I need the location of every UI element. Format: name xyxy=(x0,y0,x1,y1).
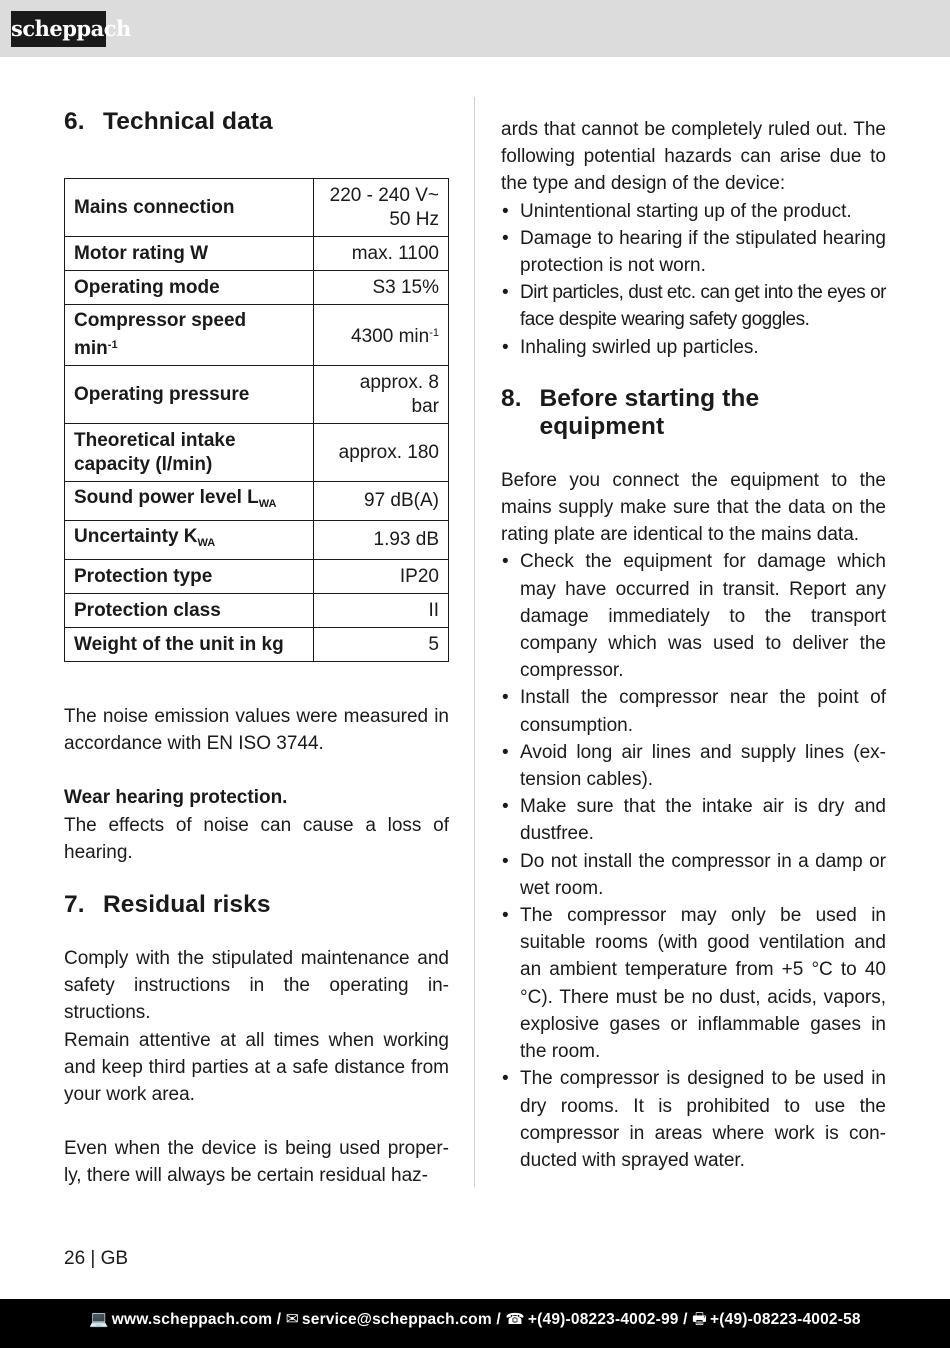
subscript: WA xyxy=(258,498,277,510)
row-value-line: 50 Hz xyxy=(389,208,439,230)
table-row xyxy=(65,594,449,628)
phone-icon: ☎ xyxy=(505,1311,525,1328)
residual-risks-paragraph: Even when the device is being used proper-ly, there will always be certain residual haz- xyxy=(64,1138,449,1187)
row-label-text: Uncertainty K xyxy=(74,526,198,547)
fax-icon: 🖶 xyxy=(692,1311,708,1328)
list-item: • Damage to hearing if the stipulated hearing protection is not worn. xyxy=(501,225,886,279)
section-8-title: Before starting the equipment xyxy=(539,384,760,440)
list-item: • The compressor is designed to be used in dry rooms. It is prohibited to use the compressor in areas where work is con-ducted with sprayed water. xyxy=(501,1065,886,1174)
row-label: Weight of the unit in kg xyxy=(65,628,314,662)
page-separator: | xyxy=(90,1248,96,1269)
page-number-value: 26 xyxy=(64,1248,86,1269)
table-row xyxy=(65,305,449,366)
list-item: • Check the equipment for damage which may have occurred in transit. Report any damage immediately to the transport company which was used to deliver the compressor. xyxy=(501,548,886,684)
row-value: approx. 180 xyxy=(314,424,449,482)
section-7-heading xyxy=(64,891,449,919)
list-item: • Unintentional starting up of the product. xyxy=(501,198,886,225)
section-7-number: 7. xyxy=(64,891,85,919)
footer-separator: / xyxy=(496,1311,501,1328)
row-value: max. 1100 xyxy=(314,237,449,271)
row-value-line: 220 - 240 V~ xyxy=(329,184,439,206)
footer-email[interactable]: service@scheppach.com xyxy=(301,1311,492,1328)
subscript: WA xyxy=(197,537,216,549)
table-row xyxy=(65,179,449,237)
page-language: GB xyxy=(100,1248,129,1269)
row-label-line: min xyxy=(74,338,108,359)
section-6-title: Technical data xyxy=(103,108,273,135)
section-8-intro: Before you connect the equipment to the mains supply make sure that the data on the rating plate are identical to the mains data. xyxy=(501,469,886,546)
list-item: • Do not install the compressor in a damp or wet room. xyxy=(501,848,886,902)
table-row xyxy=(65,628,449,662)
hearing-protection-text: The effects of noise can cause a loss of hearing. xyxy=(64,814,449,863)
row-label: Mains connection xyxy=(65,179,314,237)
row-value xyxy=(314,179,449,237)
scheppach-logo: scheppach xyxy=(11,11,106,47)
row-value: II xyxy=(314,594,449,628)
list-item: • Avoid long air lines and supply lines (ex-tension cables). xyxy=(501,739,886,793)
row-label: Operating mode xyxy=(65,271,314,305)
section-6-heading xyxy=(64,108,449,136)
table-row xyxy=(65,424,449,482)
table-row xyxy=(65,482,449,521)
footer-fax: +(49)-08223-4002-58 xyxy=(710,1311,861,1328)
list-item: • Dirt particles, dust etc. can get into the eyes or face despite wearing safety goggles. xyxy=(501,279,886,333)
technical-data-table xyxy=(64,178,449,662)
row-label-text: Sound power level L xyxy=(74,487,259,508)
row-label: Protection class xyxy=(65,594,314,628)
page-number xyxy=(64,1248,128,1270)
table-row xyxy=(65,521,449,560)
left-column xyxy=(64,108,449,1190)
section-6-number: 6. xyxy=(64,108,85,135)
computer-icon: 💻 xyxy=(89,1311,109,1328)
list-item: • The compressor may only be used in suitable rooms (with good ventilation and an ambient temperature from +5 °C to 40 °C). There must be no dust, acids, vapors, explosive gases or inflammable gases in the room. xyxy=(501,902,886,1065)
table-row xyxy=(65,271,449,305)
row-value: S3 15% xyxy=(314,271,449,305)
row-label-line: capacity (l/min) xyxy=(74,453,213,475)
row-value-line: approx. 8 xyxy=(359,371,439,393)
column-divider xyxy=(474,97,475,1187)
table-row xyxy=(65,366,449,424)
row-label-line: Theoretical intake xyxy=(74,429,236,451)
list-item: • Install the compressor near the point of consumption. xyxy=(501,684,886,738)
row-label: Operating pressure xyxy=(65,366,314,424)
row-value: IP20 xyxy=(314,560,449,594)
row-value xyxy=(314,366,449,424)
hearing-protection-heading: Wear hearing protection. xyxy=(64,787,288,809)
footer-separator: / xyxy=(683,1311,688,1328)
list-item: • Make sure that the intake air is dry and dustfree. xyxy=(501,793,886,847)
row-value-line: bar xyxy=(411,395,439,417)
superscript: -1 xyxy=(429,327,439,339)
row-value-text: 4300 min xyxy=(351,326,430,347)
row-value xyxy=(314,305,449,366)
footer-website[interactable]: www.scheppach.com xyxy=(111,1311,273,1328)
residual-risks-continuation: ards that cannot be completely ruled out. The following potential hazards can arise due to the type and design of the device: xyxy=(501,119,886,195)
row-label xyxy=(65,482,314,521)
row-label: Protection type xyxy=(65,560,314,594)
row-label xyxy=(65,521,314,560)
row-label xyxy=(65,305,314,366)
page-header xyxy=(0,0,950,57)
row-label: Motor rating W xyxy=(65,237,314,271)
residual-risks-paragraph: Remain attentive at all times when working and keep third parties at a safe distance from your work area. xyxy=(64,1029,449,1106)
hazard-list xyxy=(501,198,886,361)
section-7-title: Residual risks xyxy=(103,891,271,919)
table-row xyxy=(65,237,449,271)
superscript: -1 xyxy=(107,339,118,351)
right-column xyxy=(501,116,886,1174)
list-item: • Inhaling swirled up particles. xyxy=(501,334,886,361)
footer-phone: +(49)-08223-4002-99 xyxy=(527,1311,679,1328)
table-row xyxy=(65,560,449,594)
mail-icon: ✉ xyxy=(285,1311,299,1328)
noise-note: The noise emission values were measured in accordance with EN ISO 3744. xyxy=(64,706,449,755)
residual-risks-paragraph: Comply with the stipulated maintenance and safety instructions in the operating in-structions. xyxy=(64,948,449,1024)
section-8-number: 8. xyxy=(501,384,522,412)
row-label xyxy=(65,424,314,482)
page-footer xyxy=(0,1299,950,1348)
row-label-line: Compressor speed xyxy=(74,310,247,331)
footer-separator: / xyxy=(276,1311,282,1328)
preparation-list xyxy=(501,548,886,1174)
row-value: 5 xyxy=(314,628,449,662)
row-value: 97 dB(A) xyxy=(314,482,449,521)
row-value: 1.93 dB xyxy=(314,521,449,560)
section-8-heading xyxy=(501,385,886,441)
